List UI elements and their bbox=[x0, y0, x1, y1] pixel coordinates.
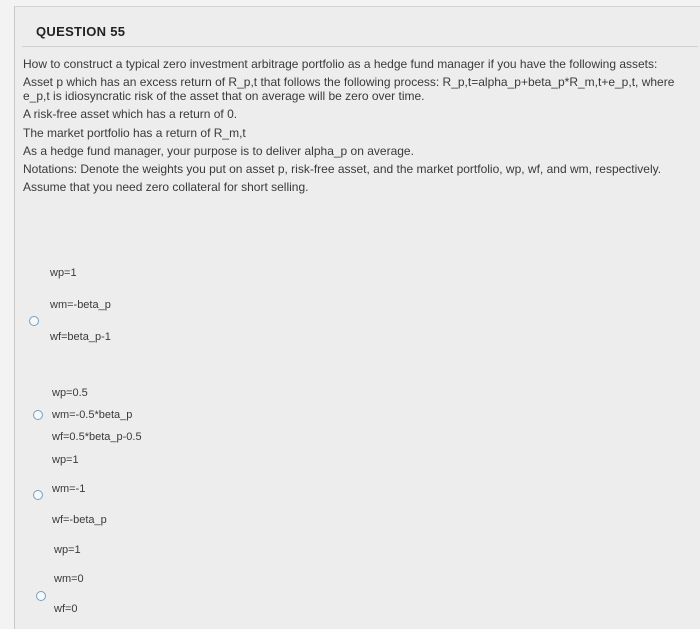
option-wm: wm=-0.5*beta_p bbox=[52, 409, 133, 421]
option-wf: wf=0.5*beta_p-0.5 bbox=[52, 431, 142, 443]
question-line: Assume that you need zero collateral for short selling. bbox=[23, 179, 309, 194]
option-wf: wf=0 bbox=[54, 603, 78, 615]
option-wf: wf=beta_p-1 bbox=[50, 331, 111, 343]
option-wp: wp=1 bbox=[54, 544, 81, 556]
option-3-radio[interactable] bbox=[33, 490, 43, 500]
option-wf: wf=-beta_p bbox=[52, 514, 107, 526]
question-line: As a hedge fund manager, your purpose is to deliver alpha_p on average. bbox=[23, 143, 414, 158]
option-wp: wp=1 bbox=[52, 454, 79, 466]
question-line: Asset p which has an excess return of R_p,t that follows the following process: R_p,t=alpha_p+beta_p*R_m,t+e_p,t, where e_p,t is idiosyncratic risk of the asset that on average will be zero over time. bbox=[23, 75, 675, 104]
option-wm: wm=-1 bbox=[52, 483, 86, 495]
option-1-radio[interactable] bbox=[29, 316, 39, 326]
question-line: A risk-free asset which has a return of 0. bbox=[23, 107, 238, 122]
question-text bbox=[23, 57, 683, 198]
title-divider bbox=[22, 46, 698, 47]
option-wp: wp=0.5 bbox=[52, 387, 88, 399]
option-wp: wp=1 bbox=[50, 267, 77, 279]
option-4-radio[interactable] bbox=[36, 591, 46, 601]
option-wm: wm=0 bbox=[54, 573, 84, 585]
question-title: QUESTION 55 bbox=[36, 24, 126, 39]
question-line: How to construct a typical zero investment arbitrage portfolio as a hedge fund manager if you have the following assets: bbox=[23, 57, 658, 71]
question-line: The market portfolio has a return of R_m,t bbox=[23, 125, 246, 140]
option-2-radio[interactable] bbox=[33, 410, 43, 420]
question-line: Notations: Denote the weights you put on asset p, risk-free asset, and the market portfolio, wp, wf, and wm, respectively. bbox=[23, 161, 662, 176]
option-wm: wm=-beta_p bbox=[50, 299, 111, 311]
